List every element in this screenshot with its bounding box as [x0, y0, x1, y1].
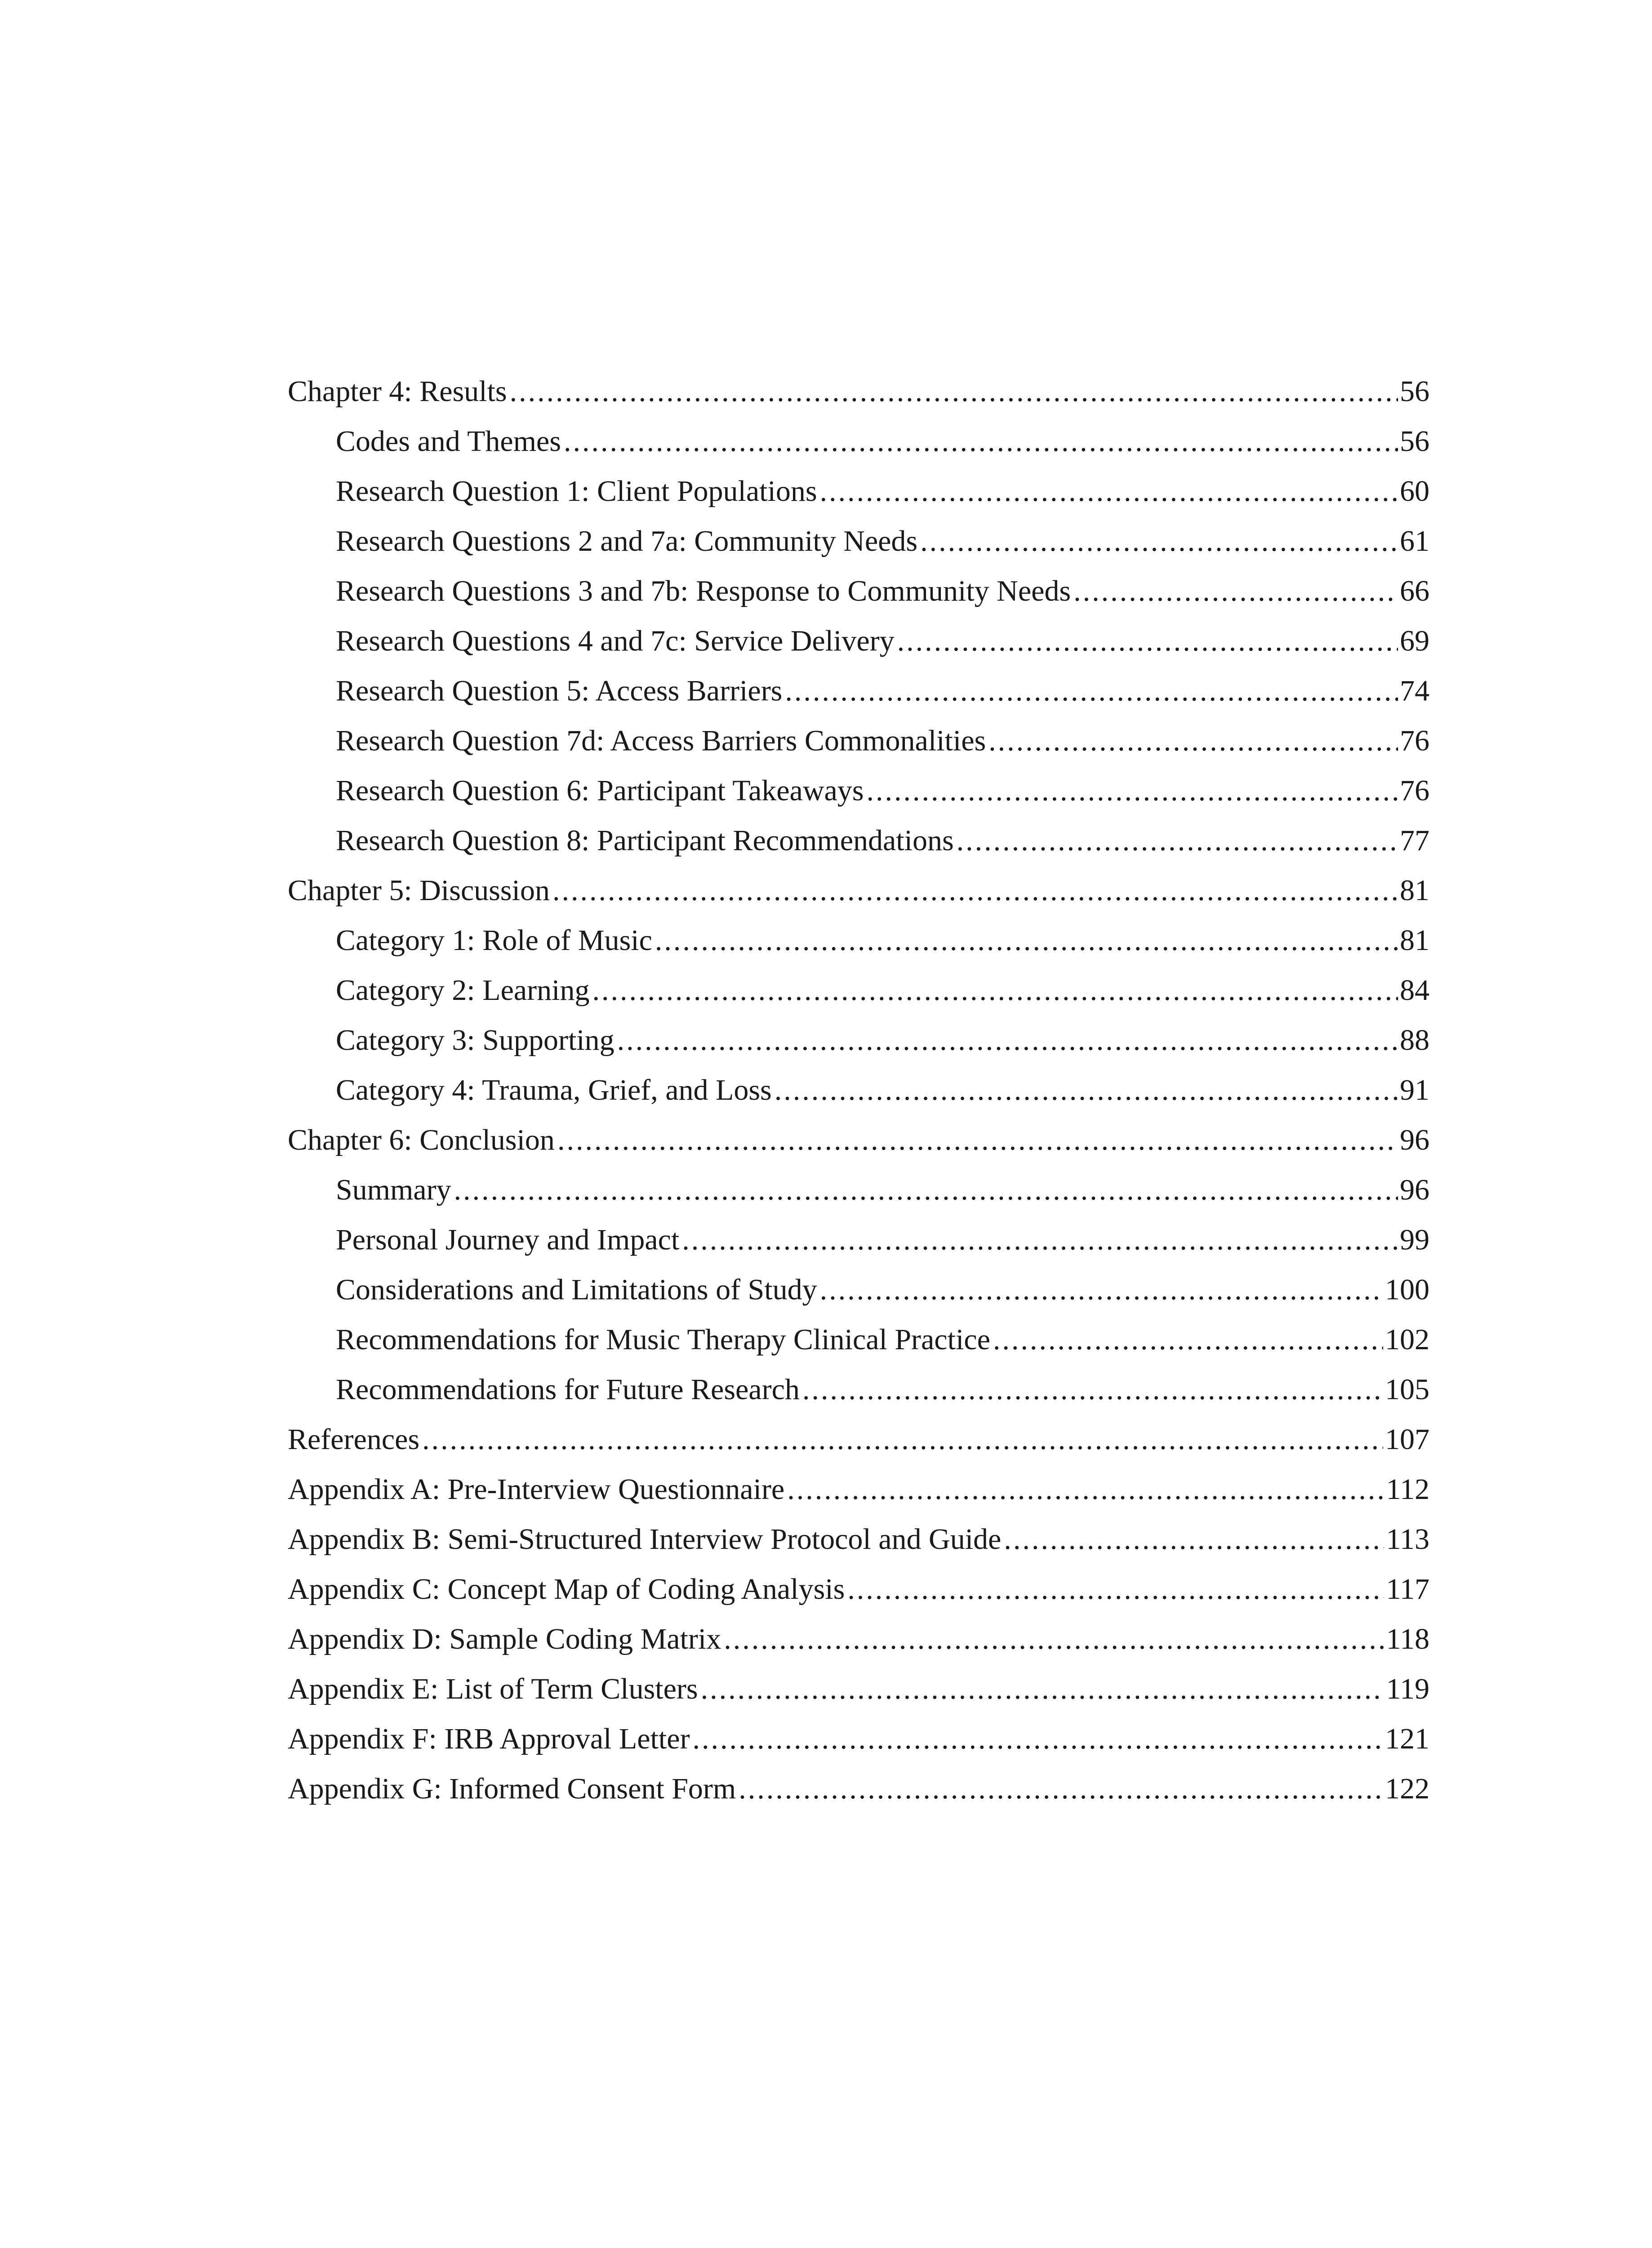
- toc-dot-leader: [785, 666, 1398, 716]
- toc-entry-title: Appendix B: Semi-Structured Interview Protocol and Guide: [288, 1523, 1002, 1556]
- toc-entry-sub: [288, 566, 1429, 616]
- toc-entry-title: Chapter 4: Results: [288, 375, 507, 408]
- toc-entry-main: [288, 1464, 1429, 1514]
- toc-entry-title: References: [288, 1423, 420, 1456]
- toc-dot-leader: [847, 1564, 1384, 1614]
- toc-entry-title: Category 1: Role of Music: [336, 924, 652, 957]
- toc-entry-sub: [288, 1165, 1429, 1215]
- toc-entry-main: [288, 1414, 1429, 1464]
- toc-dot-leader: [739, 1764, 1383, 1814]
- toc-entry-title: Personal Journey and Impact: [336, 1223, 680, 1256]
- toc-entry-sub: [288, 1315, 1429, 1365]
- toc-page-number: 112: [1386, 1473, 1429, 1506]
- toc-page-number: 74: [1400, 674, 1429, 707]
- toc-entry-sub: [288, 516, 1429, 566]
- toc-dot-leader: [957, 816, 1398, 865]
- toc-dot-leader: [592, 965, 1398, 1015]
- toc-page-number: 61: [1400, 525, 1429, 558]
- toc-page-number: 81: [1400, 924, 1429, 957]
- toc-page-number: 107: [1385, 1423, 1429, 1456]
- toc-page-number: 122: [1385, 1772, 1429, 1805]
- toc-entry-title: Category 3: Supporting: [336, 1024, 614, 1057]
- toc-entry-title: Recommendations for Future Research: [336, 1373, 800, 1406]
- toc-entry-title: Category 2: Learning: [336, 974, 590, 1007]
- toc-entry-sub: [288, 466, 1429, 516]
- toc-dot-leader: [1073, 566, 1398, 616]
- toc-entry-sub: [288, 1365, 1429, 1414]
- toc-entry-main: [288, 1714, 1429, 1764]
- toc-page-number: 76: [1400, 724, 1429, 757]
- toc-entry-title: Appendix A: Pre-Interview Questionnaire: [288, 1473, 785, 1506]
- toc-dot-leader: [552, 865, 1398, 915]
- table-of-contents: [288, 366, 1429, 1814]
- toc-entry-sub: [288, 915, 1429, 965]
- toc-entry-title: Recommendations for Music Therapy Clinical Practice: [336, 1323, 990, 1356]
- toc-entry-title: Research Question 5: Access Barriers: [336, 674, 783, 707]
- toc-entry-title: Appendix D: Sample Coding Matrix: [288, 1623, 721, 1655]
- toc-entry-title: Research Question 6: Participant Takeaways: [336, 774, 864, 807]
- toc-page-number: 113: [1386, 1523, 1429, 1556]
- toc-entry-title: Research Question 8: Participant Recommendations: [336, 824, 954, 857]
- toc-dot-leader: [422, 1414, 1383, 1464]
- toc-entry-main: [288, 1764, 1429, 1814]
- toc-dot-leader: [866, 766, 1398, 816]
- toc-entry-title: Appendix C: Concept Map of Coding Analysis: [288, 1573, 845, 1606]
- toc-dot-leader: [775, 1065, 1398, 1115]
- toc-entry-sub: [288, 416, 1429, 466]
- toc-page-number: 121: [1385, 1722, 1429, 1755]
- toc-entry-title: Codes and Themes: [336, 425, 561, 458]
- toc-page-number: 76: [1400, 774, 1429, 807]
- toc-page-number: 69: [1400, 624, 1429, 657]
- toc-entry-title: Research Questions 4 and 7c: Service Delivery: [336, 624, 895, 657]
- toc-entry-title: Appendix F: IRB Approval Letter: [288, 1722, 690, 1755]
- toc-dot-leader: [655, 915, 1398, 965]
- toc-page-number: 66: [1400, 575, 1429, 607]
- toc-entry-main: [288, 865, 1429, 915]
- toc-page-number: 96: [1400, 1173, 1429, 1206]
- toc-page-number: 88: [1400, 1024, 1429, 1057]
- toc-dot-leader: [724, 1614, 1384, 1664]
- toc-dot-leader: [557, 1115, 1398, 1165]
- toc-dot-leader: [693, 1714, 1383, 1764]
- toc-entry-sub: [288, 1065, 1429, 1115]
- toc-page-number: 60: [1400, 475, 1429, 508]
- toc-entry-title: Chapter 6: Conclusion: [288, 1124, 555, 1156]
- toc-dot-leader: [701, 1664, 1385, 1714]
- toc-entry-sub: [288, 666, 1429, 716]
- toc-page-number: 56: [1400, 425, 1429, 458]
- toc-page-number: 100: [1385, 1273, 1429, 1306]
- toc-entry-sub: [288, 1015, 1429, 1065]
- toc-entry-sub: [288, 716, 1429, 766]
- toc-page-number: 96: [1400, 1124, 1429, 1156]
- toc-entry-title: Appendix G: Informed Consent Form: [288, 1772, 736, 1805]
- toc-page-number: 81: [1400, 874, 1429, 907]
- toc-dot-leader: [802, 1365, 1383, 1414]
- toc-entry-title: Research Question 1: Client Populations: [336, 475, 817, 508]
- toc-page-number: 119: [1386, 1673, 1429, 1705]
- toc-entry-sub: [288, 766, 1429, 816]
- toc-entry-sub: [288, 1265, 1429, 1315]
- toc-dot-leader: [454, 1165, 1398, 1215]
- toc-dot-leader: [617, 1015, 1398, 1065]
- toc-page-number: 117: [1386, 1573, 1429, 1606]
- toc-entry-main: [288, 1115, 1429, 1165]
- toc-entry-title: Research Question 7d: Access Barriers Commonalities: [336, 724, 986, 757]
- toc-dot-leader: [787, 1464, 1384, 1514]
- toc-dot-leader: [993, 1315, 1383, 1365]
- toc-dot-leader: [820, 1265, 1383, 1315]
- toc-entry-main: [288, 1614, 1429, 1664]
- toc-page-number: 99: [1400, 1223, 1429, 1256]
- toc-dot-leader: [564, 416, 1398, 466]
- toc-page-number: 56: [1400, 375, 1429, 408]
- toc-page-number: 91: [1400, 1074, 1429, 1106]
- toc-entry-main: [288, 1664, 1429, 1714]
- toc-entry-title: Appendix E: List of Term Clusters: [288, 1673, 698, 1705]
- toc-page-number: 77: [1400, 824, 1429, 857]
- toc-entry-title: Summary: [336, 1173, 451, 1206]
- toc-dot-leader: [820, 466, 1398, 516]
- toc-entry-main: [288, 1514, 1429, 1564]
- toc-entry-title: Category 4: Trauma, Grief, and Loss: [336, 1074, 772, 1106]
- toc-entry-title: Chapter 5: Discussion: [288, 874, 550, 907]
- toc-entry-sub: [288, 965, 1429, 1015]
- toc-page-number: 118: [1386, 1623, 1429, 1655]
- toc-dot-leader: [989, 716, 1398, 766]
- toc-dot-leader: [920, 516, 1398, 566]
- toc-entry-title: Research Questions 2 and 7a: Community Needs: [336, 525, 918, 558]
- toc-entry-sub: [288, 1215, 1429, 1265]
- toc-entry-main: [288, 366, 1429, 416]
- toc-page-number: 105: [1385, 1373, 1429, 1406]
- toc-entry-title: Considerations and Limitations of Study: [336, 1273, 817, 1306]
- toc-dot-leader: [510, 366, 1398, 416]
- toc-page-number: 102: [1385, 1323, 1429, 1356]
- toc-dot-leader: [897, 616, 1398, 666]
- toc-dot-leader: [1004, 1514, 1384, 1564]
- toc-page-number: 84: [1400, 974, 1429, 1007]
- toc-entry-sub: [288, 616, 1429, 666]
- toc-entry-main: [288, 1564, 1429, 1614]
- toc-dot-leader: [682, 1215, 1398, 1265]
- toc-entry-title: Research Questions 3 and 7b: Response to Community Needs: [336, 575, 1071, 607]
- toc-entry-sub: [288, 816, 1429, 865]
